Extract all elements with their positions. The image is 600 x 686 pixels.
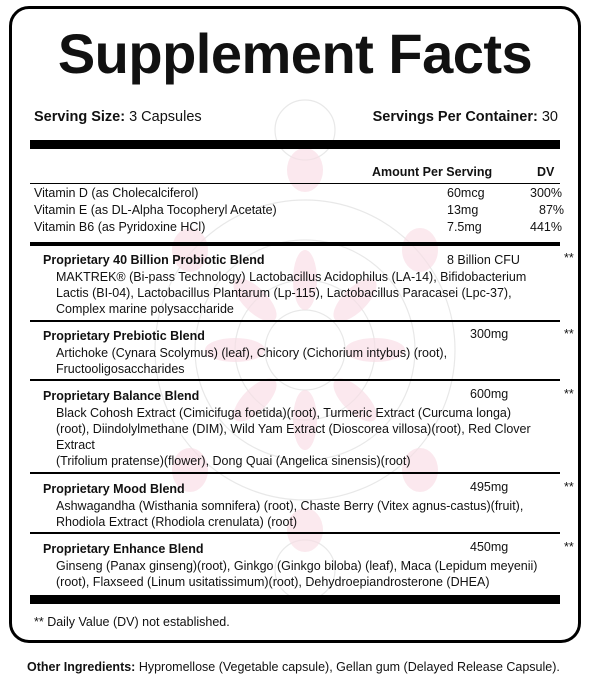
ingredient-line: Ashwagandha (Wisthania somnifera) (root), Chaste Berry (Vitex agnus-castus)(fruit), bbox=[56, 499, 524, 513]
serving-size bbox=[34, 109, 202, 125]
blend-name: Proprietary 40 Billion Probiotic Blend bbox=[43, 253, 265, 267]
other-ingredients-text: Hypromellose (Vegetable capsule), Gellan gum (Delayed Release Capsule). bbox=[135, 660, 560, 674]
blend-rule bbox=[30, 472, 560, 474]
other-ingredients-label: Other Ingredients: bbox=[27, 660, 136, 674]
blend-name: Proprietary Mood Blend bbox=[43, 482, 185, 496]
panel-title: Supplement Facts bbox=[57, 22, 533, 85]
blend-dv: ** bbox=[564, 540, 574, 554]
daily-value-footnote: ** Daily Value (DV) not established. bbox=[34, 615, 230, 629]
vitamin-amount: 60mcg bbox=[447, 186, 485, 200]
supplement-facts-panel bbox=[9, 6, 581, 643]
vitamin-dv: 441% bbox=[530, 220, 562, 234]
blend-amount: 495mg bbox=[470, 480, 509, 494]
blend-dv: ** bbox=[564, 251, 574, 265]
vitamin-name: Vitamin B6 (as Pyridoxine HCl) bbox=[34, 220, 206, 234]
blend-ingredients bbox=[56, 269, 546, 317]
blend-rule bbox=[30, 379, 560, 381]
serving-size-value: 3 Capsules bbox=[129, 109, 202, 125]
servings-per-container bbox=[373, 109, 558, 125]
servings-per-container-value: 30 bbox=[541, 109, 558, 125]
ingredient-line: (Trifolium pratense)(flower), Dong Quai (Angelica sinensis)(root) bbox=[56, 454, 411, 468]
header-rule bbox=[30, 183, 560, 184]
ingredient-line: Black Cohosh Extract (Cimicifuga foetida)(root), Turmeric Extract (Curcuma longa) bbox=[56, 406, 512, 420]
blend-dv: ** bbox=[564, 387, 574, 401]
ingredient-line: Fructooligosaccharides bbox=[56, 362, 185, 376]
ingredient-line: Complex marine polysaccharide bbox=[56, 302, 234, 316]
blend-ingredients bbox=[56, 345, 546, 377]
ingredient-line: Lactis (BI-04), Lactobacillus Plantarum (Lp-115), Lactobacillus Paracasei (Lpc-37), bbox=[56, 286, 512, 300]
dv-header: DV bbox=[537, 165, 555, 179]
blend-ingredients bbox=[56, 558, 546, 590]
vitamin-name: Vitamin D (as Cholecalciferol) bbox=[34, 186, 199, 200]
vitamin-dv: 300% bbox=[530, 186, 562, 200]
section-rule bbox=[30, 242, 560, 246]
blend-rule bbox=[30, 320, 560, 322]
blend-amount: 8 Billion CFU bbox=[447, 253, 520, 267]
vitamin-amount: 7.5mg bbox=[447, 220, 482, 234]
blend-dv: ** bbox=[564, 480, 574, 494]
thick-rule-bottom bbox=[30, 595, 560, 604]
blend-name: Proprietary Enhance Blend bbox=[43, 542, 204, 556]
amount-per-serving-header: Amount Per Serving bbox=[372, 165, 493, 179]
ingredient-line: Rhodiola Extract (Rhodiola crenulata) (root) bbox=[56, 515, 298, 529]
blend-amount: 600mg bbox=[470, 387, 509, 401]
ingredient-line: Extract bbox=[56, 438, 95, 452]
ingredient-line: (root), Diindolylmethane (DIM), Wild Yam Extract (Dioscorea villosa)(root), Red Clover bbox=[56, 422, 531, 436]
other-ingredients bbox=[27, 660, 560, 674]
vitamin-amount: 13mg bbox=[447, 203, 479, 217]
thick-rule bbox=[30, 140, 560, 149]
ingredient-line: MAKTREK® (Bi-pass Technology) Lactobacillus Acidophilus (LA-14), Bifidobacterium bbox=[56, 270, 527, 284]
blend-ingredients bbox=[56, 405, 546, 469]
ingredient-line: (root), Flaxseed (Linum usitatissimum)(root), Dehydroepiandrosterone (DHEA) bbox=[56, 575, 490, 589]
blend-name: Proprietary Prebiotic Blend bbox=[43, 329, 205, 343]
blend-ingredients bbox=[56, 498, 546, 530]
blend-dv: ** bbox=[564, 327, 574, 341]
ingredient-line: Artichoke (Cynara Scolymus) (leaf), Chicory (Cichorium intybus) (root), bbox=[56, 346, 448, 360]
blend-name: Proprietary Balance Blend bbox=[43, 389, 200, 403]
ingredient-line: Ginseng (Panax ginseng)(root), Ginkgo (Ginkgo biloba) (leaf), Maca (Lepidum meyenii) bbox=[56, 559, 538, 573]
servings-per-container-label: Servings Per Container: bbox=[372, 109, 538, 125]
vitamin-dv: 87% bbox=[539, 203, 565, 217]
serving-size-label: Serving Size: bbox=[34, 109, 126, 125]
blend-amount: 450mg bbox=[470, 540, 509, 554]
vitamin-name: Vitamin E (as DL-Alpha Tocopheryl Acetate) bbox=[34, 203, 277, 217]
blend-amount: 300mg bbox=[470, 327, 509, 341]
blend-rule bbox=[30, 532, 560, 534]
